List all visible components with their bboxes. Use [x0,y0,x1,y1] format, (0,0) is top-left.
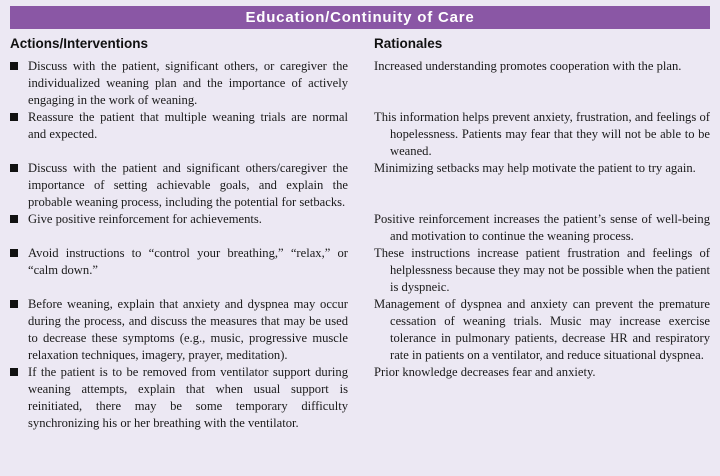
rationale-text: Minimizing setbacks may help motivate the patient to try again. [374,161,696,175]
intervention-text: Avoid instructions to “control your breathing,” “relax,” or “calm down.” [28,246,348,277]
section-title-bar [10,6,710,29]
rationale-text: Management of dyspnea and anxiety can prevent the premature cessation of weaning trials. Music may increase exercise tolerance in pulmonary patients, decrease HR and respiratory rate in patients on a ventilator, and reduce situational dyspnea. [374,297,710,362]
intervention-item [10,245,348,279]
square-bullet-icon [10,113,18,121]
square-bullet-icon [10,249,18,257]
column-header-interventions: Actions/Interventions [10,36,149,51]
intervention-item [10,211,348,228]
rationale-text: Increased understanding promotes cooperation with the plan. [374,59,682,73]
column-headers [10,36,710,51]
intervention-item [10,160,348,211]
rationale-text: These instructions increase patient frustration and feelings of helplessness because they may not be possible when the patient is dyspneic. [374,246,711,294]
square-bullet-icon [10,215,18,223]
intervention-text: If the patient is to be removed from ventilator support during weaning attempts, explain that when usual support is reinitiated, there may be some temporary difficulty synchronizing his or her breathing with the ventilator. [28,365,348,430]
intervention-text: Discuss with the patient, significant others, or caregiver the individualized weaning plan and the importance of actively engaging in the work of weaning. [28,59,348,107]
intervention-item [10,109,348,143]
rationale-text: Prior knowledge decreases fear and anxiety. [374,365,596,379]
interventions-rationales-grid [10,58,710,432]
intervention-text: Before weaning, explain that anxiety and dyspnea may occur during the process, and discuss the measures that may be used to decrease these symptoms (e.g., music, progressive muscle relaxation techniques, imagery, prayer, meditation). [28,297,348,362]
square-bullet-icon [10,62,18,70]
intervention-text: Reassure the patient that multiple weaning trials are normal and expected. [28,110,348,141]
intervention-item [10,58,348,109]
rationale-text: This information helps prevent anxiety, frustration, and feelings of hopelessness. Patients may fear that they will not be able to be weaned. [374,110,710,158]
intervention-text: Discuss with the patient and significant others/caregiver the importance of setting achievable goals, and explain the probable weaning process, including the potential for setbacks. [28,161,348,209]
intervention-text: Give positive reinforcement for achievements. [28,212,262,226]
rationale-text: Positive reinforcement increases the patient’s sense of well-being and motivation to continue the weaning process. [374,212,710,243]
intervention-item [10,296,348,364]
intervention-item [10,364,348,432]
square-bullet-icon [10,368,18,376]
square-bullet-icon [10,164,18,172]
column-header-rationales: Rationales [374,36,443,51]
square-bullet-icon [10,300,18,308]
section-title: Education/Continuity of Care [245,9,475,26]
